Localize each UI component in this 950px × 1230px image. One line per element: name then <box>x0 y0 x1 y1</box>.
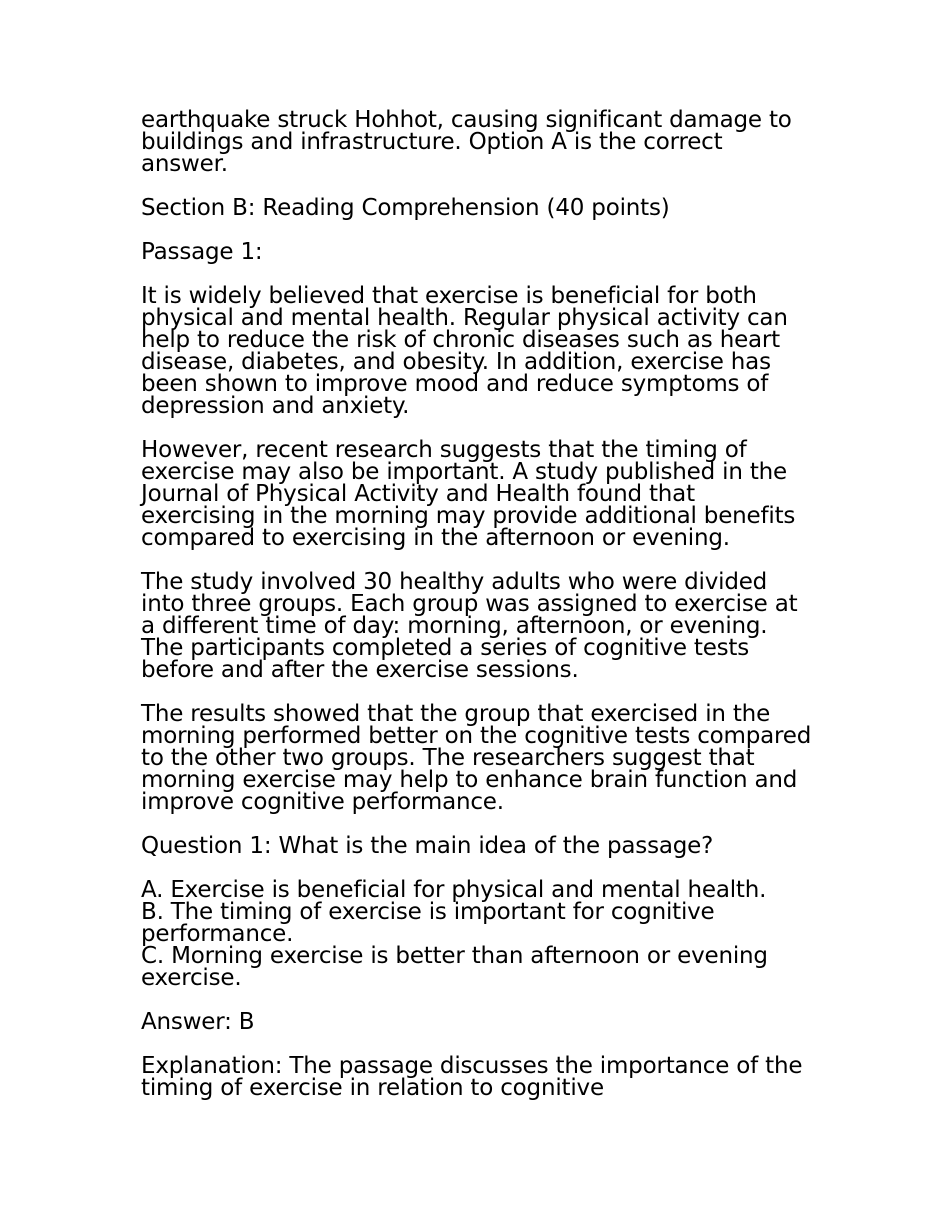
option-a: A. Exercise is beneficial for physical and mental health. <box>141 877 767 903</box>
option-c: C. Morning exercise is better than afternoon or evening exercise. <box>141 943 768 991</box>
passage-paragraph-1: It is widely believed that exercise is beneficial for both physical and mental health. Regular physical activity can help to reduce the risk of chronic diseases such as heart disease, diabetes, and obesity. In addition, exercise has been shown to improve mood and reduce symptoms of depression and anxiety. <box>141 283 788 419</box>
explanation-text: Explanation: The passage discusses the importance of the timing of exercise in relation to cognitive <box>141 1053 803 1101</box>
section-heading: Section B: Reading Comprehension (40 points) <box>141 195 670 221</box>
option-b: B. The timing of exercise is important for cognitive performance. <box>141 899 715 947</box>
passage-heading: Passage 1: <box>141 239 263 265</box>
answer-options <box>141 879 813 989</box>
document-body <box>141 109 813 1121</box>
intro-paragraph: earthquake struck Hohhot, causing significant damage to buildings and infrastructure. Option A is the correct answer. <box>141 107 792 177</box>
question-text: Question 1: What is the main idea of the passage? <box>141 833 714 859</box>
passage-paragraph-2: However, recent research suggests that the timing of exercise may also be important. A study published in the Journal of Physical Activity and Health found that exercising in the morning may provide additional benefits compared to exercising in the afternoon or evening. <box>141 437 796 551</box>
passage-paragraph-3: The study involved 30 healthy adults who were divided into three groups. Each group was assigned to exercise at a different time of day: morning, afternoon, or evening. The participants completed a series of cognitive tests before and after the exercise sessions. <box>141 569 798 683</box>
answer-text: Answer: B <box>141 1009 255 1035</box>
passage-paragraph-4: The results showed that the group that exercised in the morning performed better on the cognitive tests compared to the other two groups. The researchers suggest that morning exercise may help to enhance brain function and improve cognitive performance. <box>141 701 812 815</box>
